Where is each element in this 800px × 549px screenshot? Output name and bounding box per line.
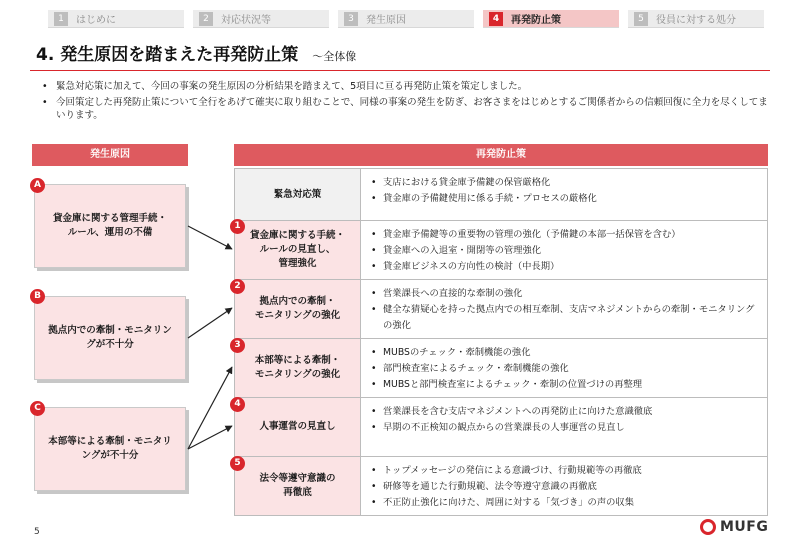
mufg-logo-icon [700,519,716,535]
measure-label-line: 管理強化 [278,258,317,269]
measure-label-4 [235,398,361,456]
measure-item: • 早期の不正検知の観点からの営業課長の人事運営の見直し [371,420,759,436]
arrow-c-to-4 [188,426,232,449]
measure-item: • 営業課長への直接的な牽制の強化 [371,286,759,302]
page-title-main: 4. 発生原因を踏まえた再発防止策 [36,45,299,65]
nav-step-1[interactable] [48,10,184,28]
measure-row-5 [234,457,768,516]
arrow-c-to-3 [188,367,232,449]
measure-item: • トップメッセージの発信による意識づけ、行動規範等の再徹底 [371,463,759,479]
step-navigation [48,10,764,30]
emergency-items [361,169,767,220]
cause-badge-c: C [30,401,45,416]
mufg-logo-text: MUFG [720,519,769,535]
step-number: 5 [634,12,648,26]
emergency-label: 緊急対応策 [235,169,361,220]
cause-text-line: 拠点内での牽制・モニタリン [48,325,172,336]
measure-item: • 営業課長を含む支店マネジメントへの再発防止に向けた意識徹底 [371,404,759,420]
step-label: 発生原因 [366,15,406,26]
measure-item: • MUBSと部門検査室によるチェック・牽制の位置づけの再整理 [371,377,759,393]
cause-box-c [34,407,186,491]
measure-item: • 健全な猜疑心を持った拠点内での相互牽制、支店マネジメントからの牽制・モニタリングの強化 [371,302,759,334]
measure-item: • 研修等を通じた行動規範、法令等遵守意識の再徹底 [371,479,759,495]
page-title [36,40,356,65]
cause-text-line: 貸金庫に関する管理手続・ [52,213,167,224]
measure-label-2 [235,280,361,338]
measure-badge-1: 1 [230,219,245,234]
intro-bullet: • 緊急対応策に加えて、今回の事案の発生原因の分析結果を踏まえて、5項目に亘る再発防止策を策定しました。 [40,80,770,93]
measure-label-line: 貸金庫に関する手続・ [249,230,345,241]
arrow-b-to-2 [188,308,232,338]
measure-label-line: 人事運営の見直し [259,421,336,432]
step-label: 対応状況等 [221,15,271,26]
cause-text-line: ルール、運用の不備 [67,227,153,238]
title-divider [30,70,770,71]
measure-badge-3: 3 [230,338,245,353]
measure-label-1 [235,221,361,279]
measure-row-4 [234,398,768,457]
step-label: 再発防止策 [511,15,561,26]
nav-step-4-active[interactable] [483,10,619,28]
measure-badge-2: 2 [230,279,245,294]
step-number: 3 [344,12,358,26]
measure-label-line: 本部等による牽制・ [254,355,341,366]
measure-label-3 [235,339,361,397]
step-number: 2 [199,12,213,26]
measure-item: • 貸金庫の予備鍵使用に係る手続・プロセスの厳格化 [371,191,759,207]
measure-items-4 [361,398,767,456]
measure-items-2 [361,280,767,338]
measures-header: 再発防止策 [234,144,768,166]
emergency-row [234,168,768,221]
measure-items-3 [361,339,767,397]
measure-label-line: 法令等遵守意識の [259,473,336,484]
measure-badge-4: 4 [230,397,245,412]
step-number: 1 [54,12,68,26]
cause-text-line: グが不十分 [86,339,134,350]
step-number: 4 [489,12,503,26]
measure-items-5 [361,457,767,515]
measure-label-line: 再徹底 [283,487,312,498]
cause-text-line: ングが不十分 [81,450,139,461]
measure-item: • 貸金庫への入退室・開閉等の管理強化 [371,243,759,259]
measure-item: • 貸金庫予備鍵等の重要物の管理の強化（予備鍵の本部一括保管を含む） [371,227,759,243]
cause-box-b [34,296,186,380]
measure-item: • 貸金庫ビジネスの方向性の検討（中長期） [371,259,759,275]
measure-row-1 [234,221,768,280]
intro-bullets [40,80,770,125]
nav-step-3[interactable] [338,10,474,28]
page-title-sub: ～全体像 [312,50,357,63]
measure-item: • 支店における貸金庫予備鍵の保管厳格化 [371,175,759,191]
step-label: はじめに [76,15,116,26]
cause-badge-a: A [30,178,45,193]
measure-label-line: 拠点内での牽制・ [259,296,336,307]
intro-bullet: • 今回策定した再発防止策について全行をあげて確実に取り組むことで、同様の事案の発生を防ぎ、お客さまをはじめとするご関係者からの信頼回復に全力を尽くしてまいります。 [40,96,770,122]
measure-label-line: モニタリングの強化 [254,369,341,380]
nav-step-5[interactable] [628,10,764,28]
measure-label-5 [235,457,361,515]
page-number: 5 [34,527,40,537]
cause-text-line: 本部等による牽制・モニタリ [48,436,172,447]
arrow-a-to-1 [188,226,232,249]
measure-label-line: モニタリングの強化 [254,310,341,321]
measure-label-line: ルールの見直し、 [259,244,336,255]
measures-table [234,168,768,516]
cause-box-a [34,184,186,268]
measure-row-2 [234,280,768,339]
cause-badge-b: B [30,289,45,304]
measure-item: • 不正防止強化に向けた、周囲に対する「気づき」の声の収集 [371,495,759,511]
causes-header: 発生原因 [32,144,188,166]
measure-row-3 [234,339,768,398]
mufg-logo [700,519,768,535]
step-label: 役員に対する処分 [656,15,736,26]
measure-items-1 [361,221,767,279]
measure-item: • MUBSのチェック・牽制機能の強化 [371,345,759,361]
measure-item: • 部門検査室によるチェック・牽制機能の強化 [371,361,759,377]
nav-step-2[interactable] [193,10,329,28]
measure-badge-5: 5 [230,456,245,471]
